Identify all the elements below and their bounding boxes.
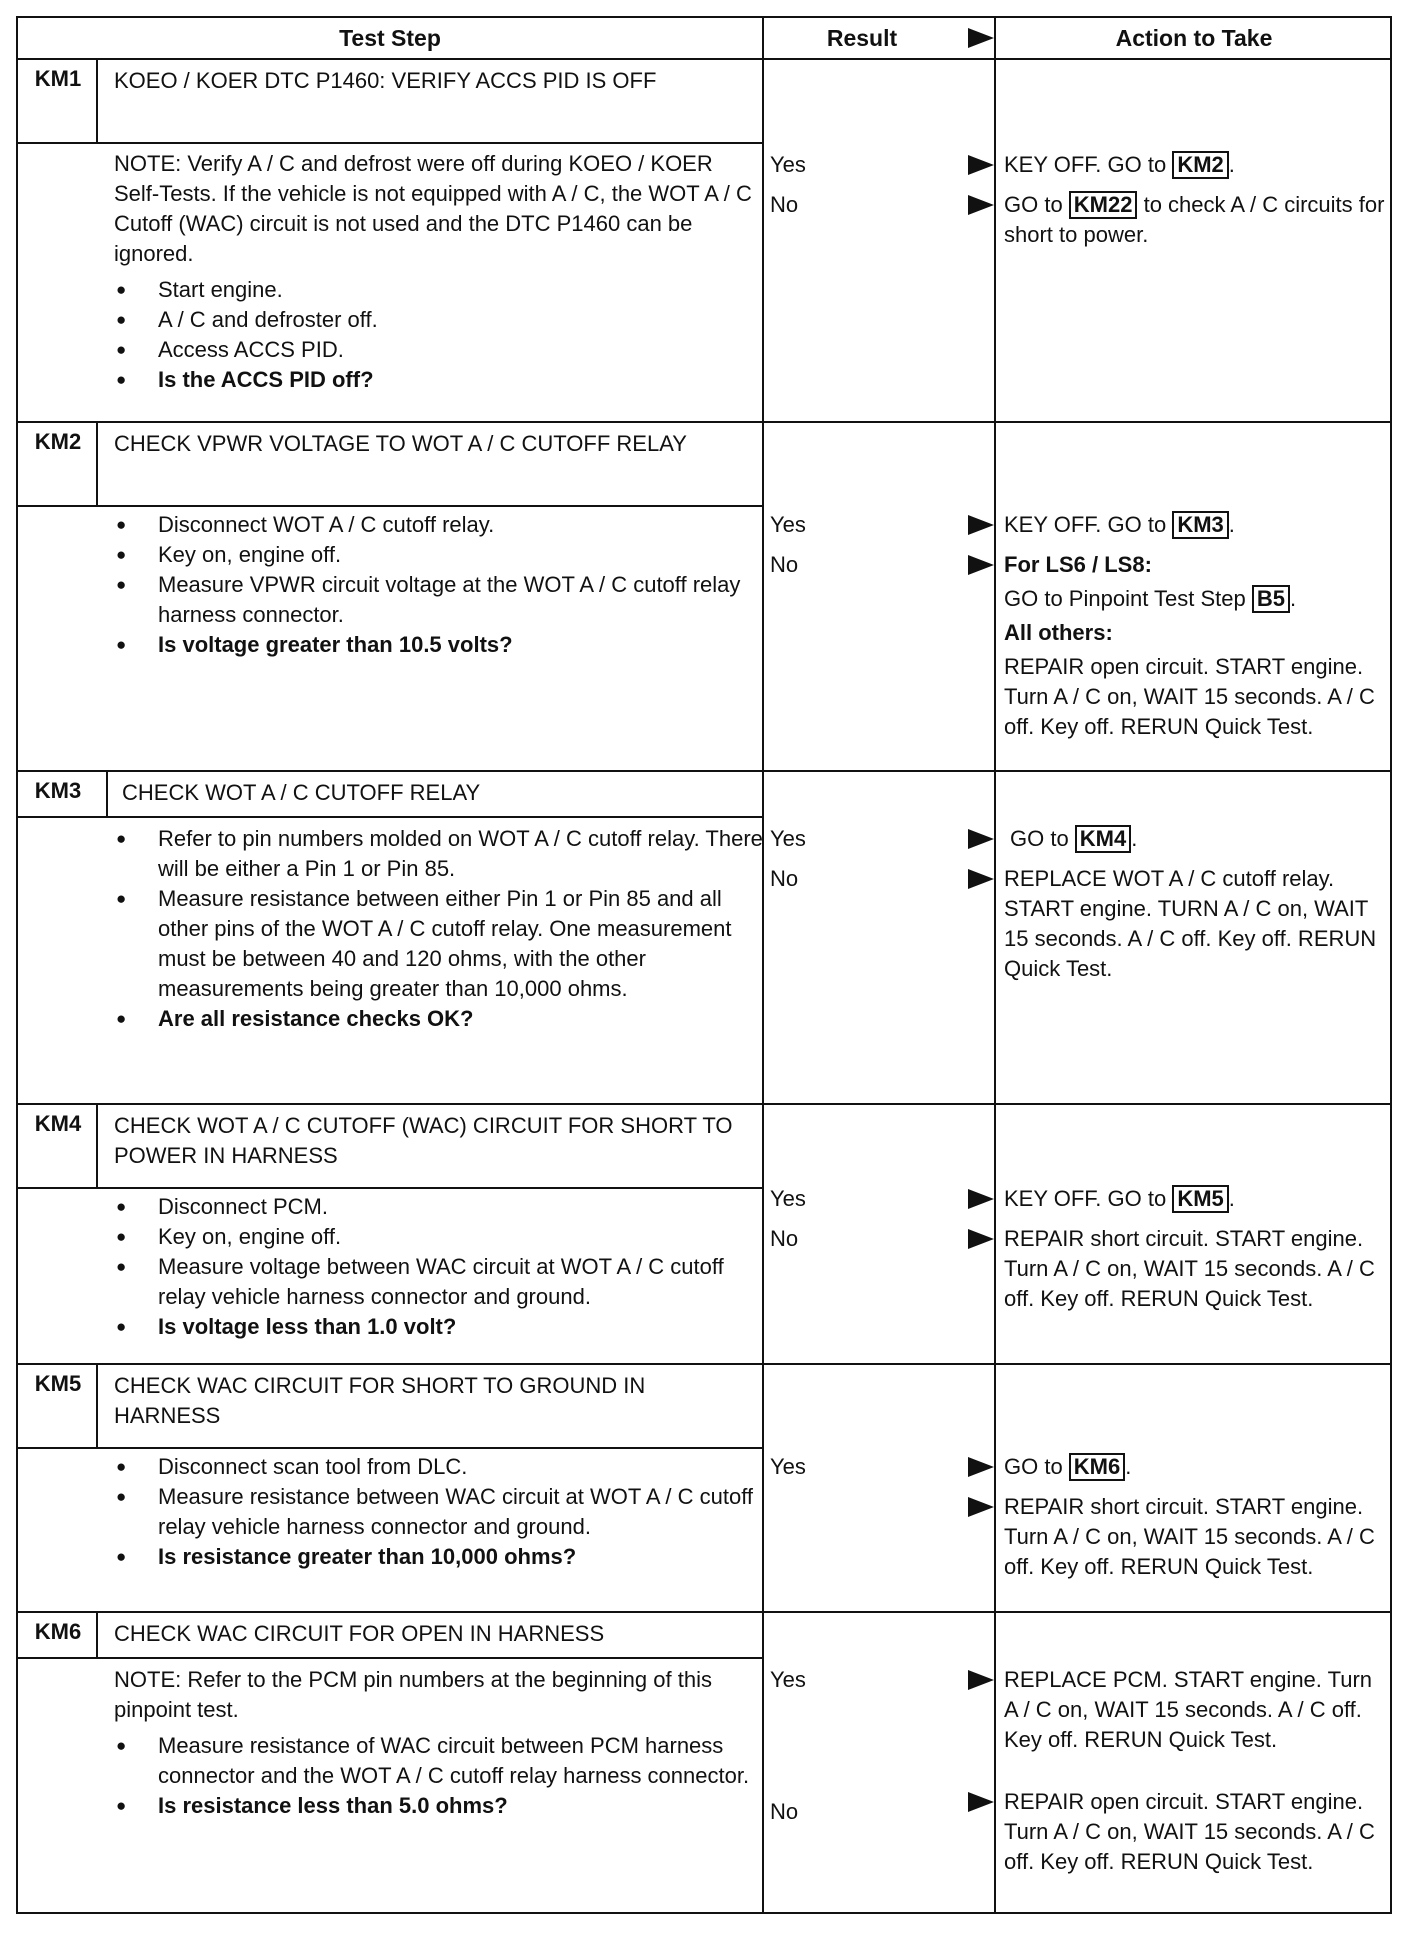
step-note: NOTE: Refer to the PCM pin numbers at the beginning of this pinpoint test. — [114, 1667, 712, 1722]
header-action: Action to Take — [1115, 25, 1273, 51]
bullet-item: ● Start engine. — [114, 275, 764, 305]
title-divider — [96, 1611, 98, 1657]
arrow-icon — [968, 155, 994, 175]
bullet-item: ● Refer to pin numbers molded on WOT A / C cutoff relay. There will be either a Pin 1 or Pin 85. — [114, 824, 764, 884]
step-question: ● Is voltage less than 1.0 volt? — [114, 1312, 764, 1342]
result-no: No — [770, 552, 799, 577]
action-yes: KEY OFF. GO to KM3 . — [1004, 512, 1235, 537]
step-title: CHECK WOT A / C CUTOFF (WAC) CIRCUIT FOR SHORT TO POWER IN HARNESS — [114, 1113, 733, 1168]
step-question: ● Is resistance greater than 10,000 ohms? — [114, 1542, 764, 1572]
bullet-item: ● Access ACCS PID. — [114, 335, 764, 365]
action-yes: KEY OFF. GO to KM2 . — [1004, 152, 1235, 177]
bullet-item: ● A / C and defroster off. — [114, 305, 764, 335]
result-yes: Yes — [770, 152, 806, 177]
action-text: REPAIR open circuit. START engine. Turn A / C on, WAIT 15 seconds. A / C off. Key off. RERUN Quick Test. — [1004, 654, 1375, 739]
arrow-icon — [968, 1792, 994, 1812]
arrow-icon — [968, 515, 994, 535]
row-divider — [18, 1611, 1390, 1613]
action-no: REPAIR short circuit. START engine. Turn A / C on, WAIT 15 seconds. A / C off. Key off. RERUN Quick Test. — [1004, 1494, 1375, 1579]
result-yes: Yes — [770, 826, 806, 851]
arrow-icon — [968, 829, 994, 849]
row-divider — [18, 58, 1390, 60]
step-question: ● Is resistance less than 5.0 ohms? — [114, 1791, 764, 1821]
step-ref: KM4 — [1075, 825, 1131, 853]
result-no: No — [770, 192, 799, 217]
title-divider — [106, 770, 108, 816]
bullet-item: ● Disconnect PCM. — [114, 1192, 764, 1222]
action-no: GO to KM22 to check A / C circuits for short to power. — [1004, 192, 1385, 247]
step-title: KOEO / KOER DTC P1460: VERIFY ACCS PID IS OFF — [114, 68, 657, 93]
title-underline — [18, 1657, 762, 1659]
arrow-icon — [968, 195, 994, 215]
result-yes: Yes — [770, 1454, 806, 1479]
bullet-item: ● Measure resistance of WAC circuit between PCM harness connector and the WOT A / C cutoff relay harness connector. — [114, 1731, 764, 1791]
step-title: CHECK WOT A / C CUTOFF RELAY — [122, 780, 481, 805]
step-question: ● Are all resistance checks OK? — [114, 1004, 764, 1034]
result-no: No — [770, 1799, 799, 1824]
row-divider — [18, 1363, 1390, 1365]
result-yes: Yes — [770, 512, 806, 537]
bullet-item: ● Disconnect scan tool from DLC. — [114, 1452, 764, 1482]
arrow-icon — [968, 1670, 994, 1690]
step-id: KM5 — [34, 1371, 82, 1396]
title-divider — [96, 1363, 98, 1447]
result-no: No — [770, 866, 799, 891]
action-heading: For LS6 / LS8: — [1004, 552, 1152, 577]
step-body — [114, 510, 764, 660]
title-divider — [96, 1103, 98, 1187]
step-ref: KM22 — [1069, 191, 1138, 219]
step-id: KM6 — [34, 1619, 82, 1644]
step-title: CHECK WAC CIRCUIT FOR OPEN IN HARNESS — [114, 1621, 605, 1646]
column-divider — [994, 18, 996, 1912]
title-underline — [18, 505, 762, 507]
step-title: CHECK WAC CIRCUIT FOR SHORT TO GROUND IN HARNESS — [114, 1373, 646, 1428]
bullet-item: ● Measure resistance between WAC circuit at WOT A / C cutoff relay vehicle harness connector and ground. — [114, 1482, 764, 1542]
title-underline — [18, 142, 762, 144]
action-heading: All others: — [1004, 620, 1113, 645]
arrow-icon — [968, 869, 994, 889]
step-question: ● Is the ACCS PID off? — [114, 365, 764, 395]
arrow-icon — [968, 1497, 994, 1517]
step-body — [114, 1665, 764, 1821]
bullet-item: ● Measure VPWR circuit voltage at the WOT A / C cutoff relay harness connector. — [114, 570, 764, 630]
arrow-icon — [968, 28, 994, 48]
step-ref: B5 — [1252, 585, 1290, 613]
header-result: Result — [826, 25, 898, 51]
action-no: For LS6 / LS8: GO to Pinpoint Test Step B5 . All others: REPAIR open circuit. START engine. Turn A / C on, WAIT 15 seconds. A / C off. Key off. RERUN Quick Test. — [1004, 550, 1390, 742]
row-divider — [18, 770, 1390, 772]
arrow-icon — [968, 555, 994, 575]
bullet-item: ● Disconnect WOT A / C cutoff relay. — [114, 510, 764, 540]
row-divider — [18, 1103, 1390, 1105]
result-no: No — [770, 1226, 799, 1251]
bullet-item: ● Key on, engine off. — [114, 540, 764, 570]
action-yes: GO to KM4 . — [1010, 826, 1138, 851]
action-no: REPAIR short circuit. START engine. Turn A / C on, WAIT 15 seconds. A / C off. Key off. RERUN Quick Test. — [1004, 1226, 1375, 1311]
bullet-item: ● Measure voltage between WAC circuit at WOT A / C cutoff relay vehicle harness connector and ground. — [114, 1252, 764, 1312]
bullet-item: ● Key on, engine off. — [114, 1222, 764, 1252]
step-id: KM2 — [34, 429, 82, 454]
step-title: CHECK VPWR VOLTAGE TO WOT A / C CUTOFF RELAY — [114, 431, 687, 456]
step-ref: KM6 — [1069, 1453, 1125, 1481]
action-yes: GO to KM6 . — [1004, 1454, 1132, 1479]
step-id: KM3 — [34, 778, 82, 803]
step-body — [114, 1452, 764, 1572]
title-divider — [96, 421, 98, 505]
action-yes: KEY OFF. GO to KM5 . — [1004, 1186, 1235, 1211]
action-no: REPAIR open circuit. START engine. Turn A / C on, WAIT 15 seconds. A / C off. Key off. RERUN Quick Test. — [1004, 1789, 1375, 1874]
test-step-table — [16, 16, 1392, 1914]
step-ref: KM2 — [1172, 151, 1228, 179]
title-underline — [18, 816, 762, 818]
bullet-item: ● Measure resistance between either Pin 1 or Pin 85 and all other pins of the WOT A / C cutoff relay. One measurement must be between 40 and 120 ohms, with the other measurements being greater than 10,000 ohms. — [114, 884, 764, 1004]
arrow-icon — [968, 1229, 994, 1249]
arrow-icon — [968, 1189, 994, 1209]
action-no: REPLACE WOT A / C cutoff relay. START engine. TURN A / C on, WAIT 15 seconds. A / C off. Key off. RERUN Quick Test. — [1004, 866, 1377, 981]
step-body — [114, 1192, 764, 1342]
arrow-icon — [968, 1457, 994, 1477]
step-ref: KM3 — [1172, 511, 1228, 539]
step-id: KM1 — [34, 66, 82, 91]
title-divider — [96, 58, 98, 142]
title-underline — [18, 1447, 762, 1449]
action-yes: REPLACE PCM. START engine. Turn A / C on, WAIT 15 seconds. A / C off. Key off. RERUN Quick Test. — [1004, 1667, 1373, 1752]
step-body — [114, 149, 764, 395]
step-id: KM4 — [34, 1111, 82, 1136]
result-yes: Yes — [770, 1186, 806, 1211]
step-body — [114, 824, 764, 1034]
step-note: NOTE: Verify A / C and defrost were off during KOEO / KOER Self-Tests. If the vehicle is not equipped with A / C, the WOT A / C Cutoff (WAC) circuit is not used and the DTC P1460 can be ignored. — [114, 151, 752, 266]
title-underline — [18, 1187, 762, 1189]
header-test-step: Test Step — [339, 25, 441, 51]
result-yes: Yes — [770, 1667, 806, 1692]
step-ref: KM5 — [1172, 1185, 1228, 1213]
step-question: ● Is voltage greater than 10.5 volts? — [114, 630, 764, 660]
row-divider — [18, 421, 1390, 423]
